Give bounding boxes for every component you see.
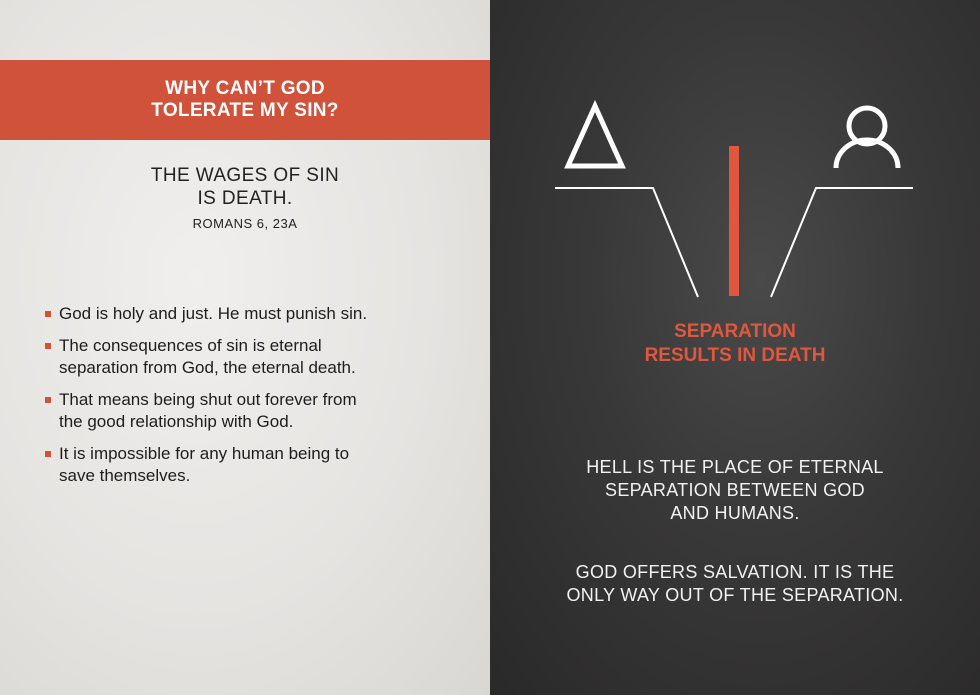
bullet-square-icon xyxy=(45,311,51,317)
bullet-square-icon xyxy=(45,397,51,403)
left-cliff-line xyxy=(555,188,698,297)
list-item xyxy=(44,303,464,325)
right-page xyxy=(490,0,980,695)
bullet-square-icon xyxy=(45,451,51,457)
hell-line-3: AND HUMANS. xyxy=(670,503,800,523)
person-icon xyxy=(836,108,898,168)
salvation-line-1: GOD OFFERS SALVATION. IT IS THE xyxy=(575,562,895,582)
salvation-paragraph xyxy=(490,561,980,607)
list-item xyxy=(44,389,464,433)
bullet-list xyxy=(44,303,464,497)
verse-text xyxy=(0,164,490,210)
hell-line-2: SEPARATION BETWEEN GOD xyxy=(605,480,865,500)
hell-line-1: HELL IS THE PLACE OF ETERNAL xyxy=(586,457,884,477)
bible-verse xyxy=(0,164,490,231)
list-item-line-2: separation from God, the eternal death. xyxy=(59,358,356,377)
list-item-line-1: God is holy and just. He must punish sin. xyxy=(59,304,368,323)
title-banner xyxy=(0,60,490,140)
page-title-line-2: TOLERATE MY SIN? xyxy=(151,100,339,121)
page-title xyxy=(151,78,338,122)
list-item-line-2: the good relationship with God. xyxy=(59,412,294,431)
verse-line-2: IS DEATH. xyxy=(197,188,293,209)
triangle-icon xyxy=(568,106,622,166)
page-title-line-1: WHY CAN’T GOD xyxy=(165,78,325,99)
verse-reference: ROMANS 6, 23A xyxy=(192,216,298,231)
right-cliff-line xyxy=(771,188,913,297)
hell-paragraph xyxy=(490,456,980,525)
list-item-line-2: save themselves. xyxy=(59,466,191,485)
list-item-line-1: It is impossible for any human being to xyxy=(59,444,350,463)
separation-heading xyxy=(490,320,980,368)
salvation-line-2: ONLY WAY OUT OF THE SEPARATION. xyxy=(566,585,904,605)
list-item xyxy=(44,335,464,379)
separation-diagram xyxy=(490,0,980,310)
separation-bar xyxy=(729,146,739,296)
bullet-square-icon xyxy=(45,343,51,349)
verse-line-1: THE WAGES OF SIN xyxy=(150,165,340,186)
list-item-line-1: That means being shut out forever from xyxy=(59,390,357,409)
separation-heading-line-2: RESULTS IN DEATH xyxy=(644,345,826,366)
separation-heading-line-1: SEPARATION xyxy=(674,321,796,342)
list-item-line-1: The consequences of sin is eternal xyxy=(59,336,322,355)
list-item xyxy=(44,443,464,487)
